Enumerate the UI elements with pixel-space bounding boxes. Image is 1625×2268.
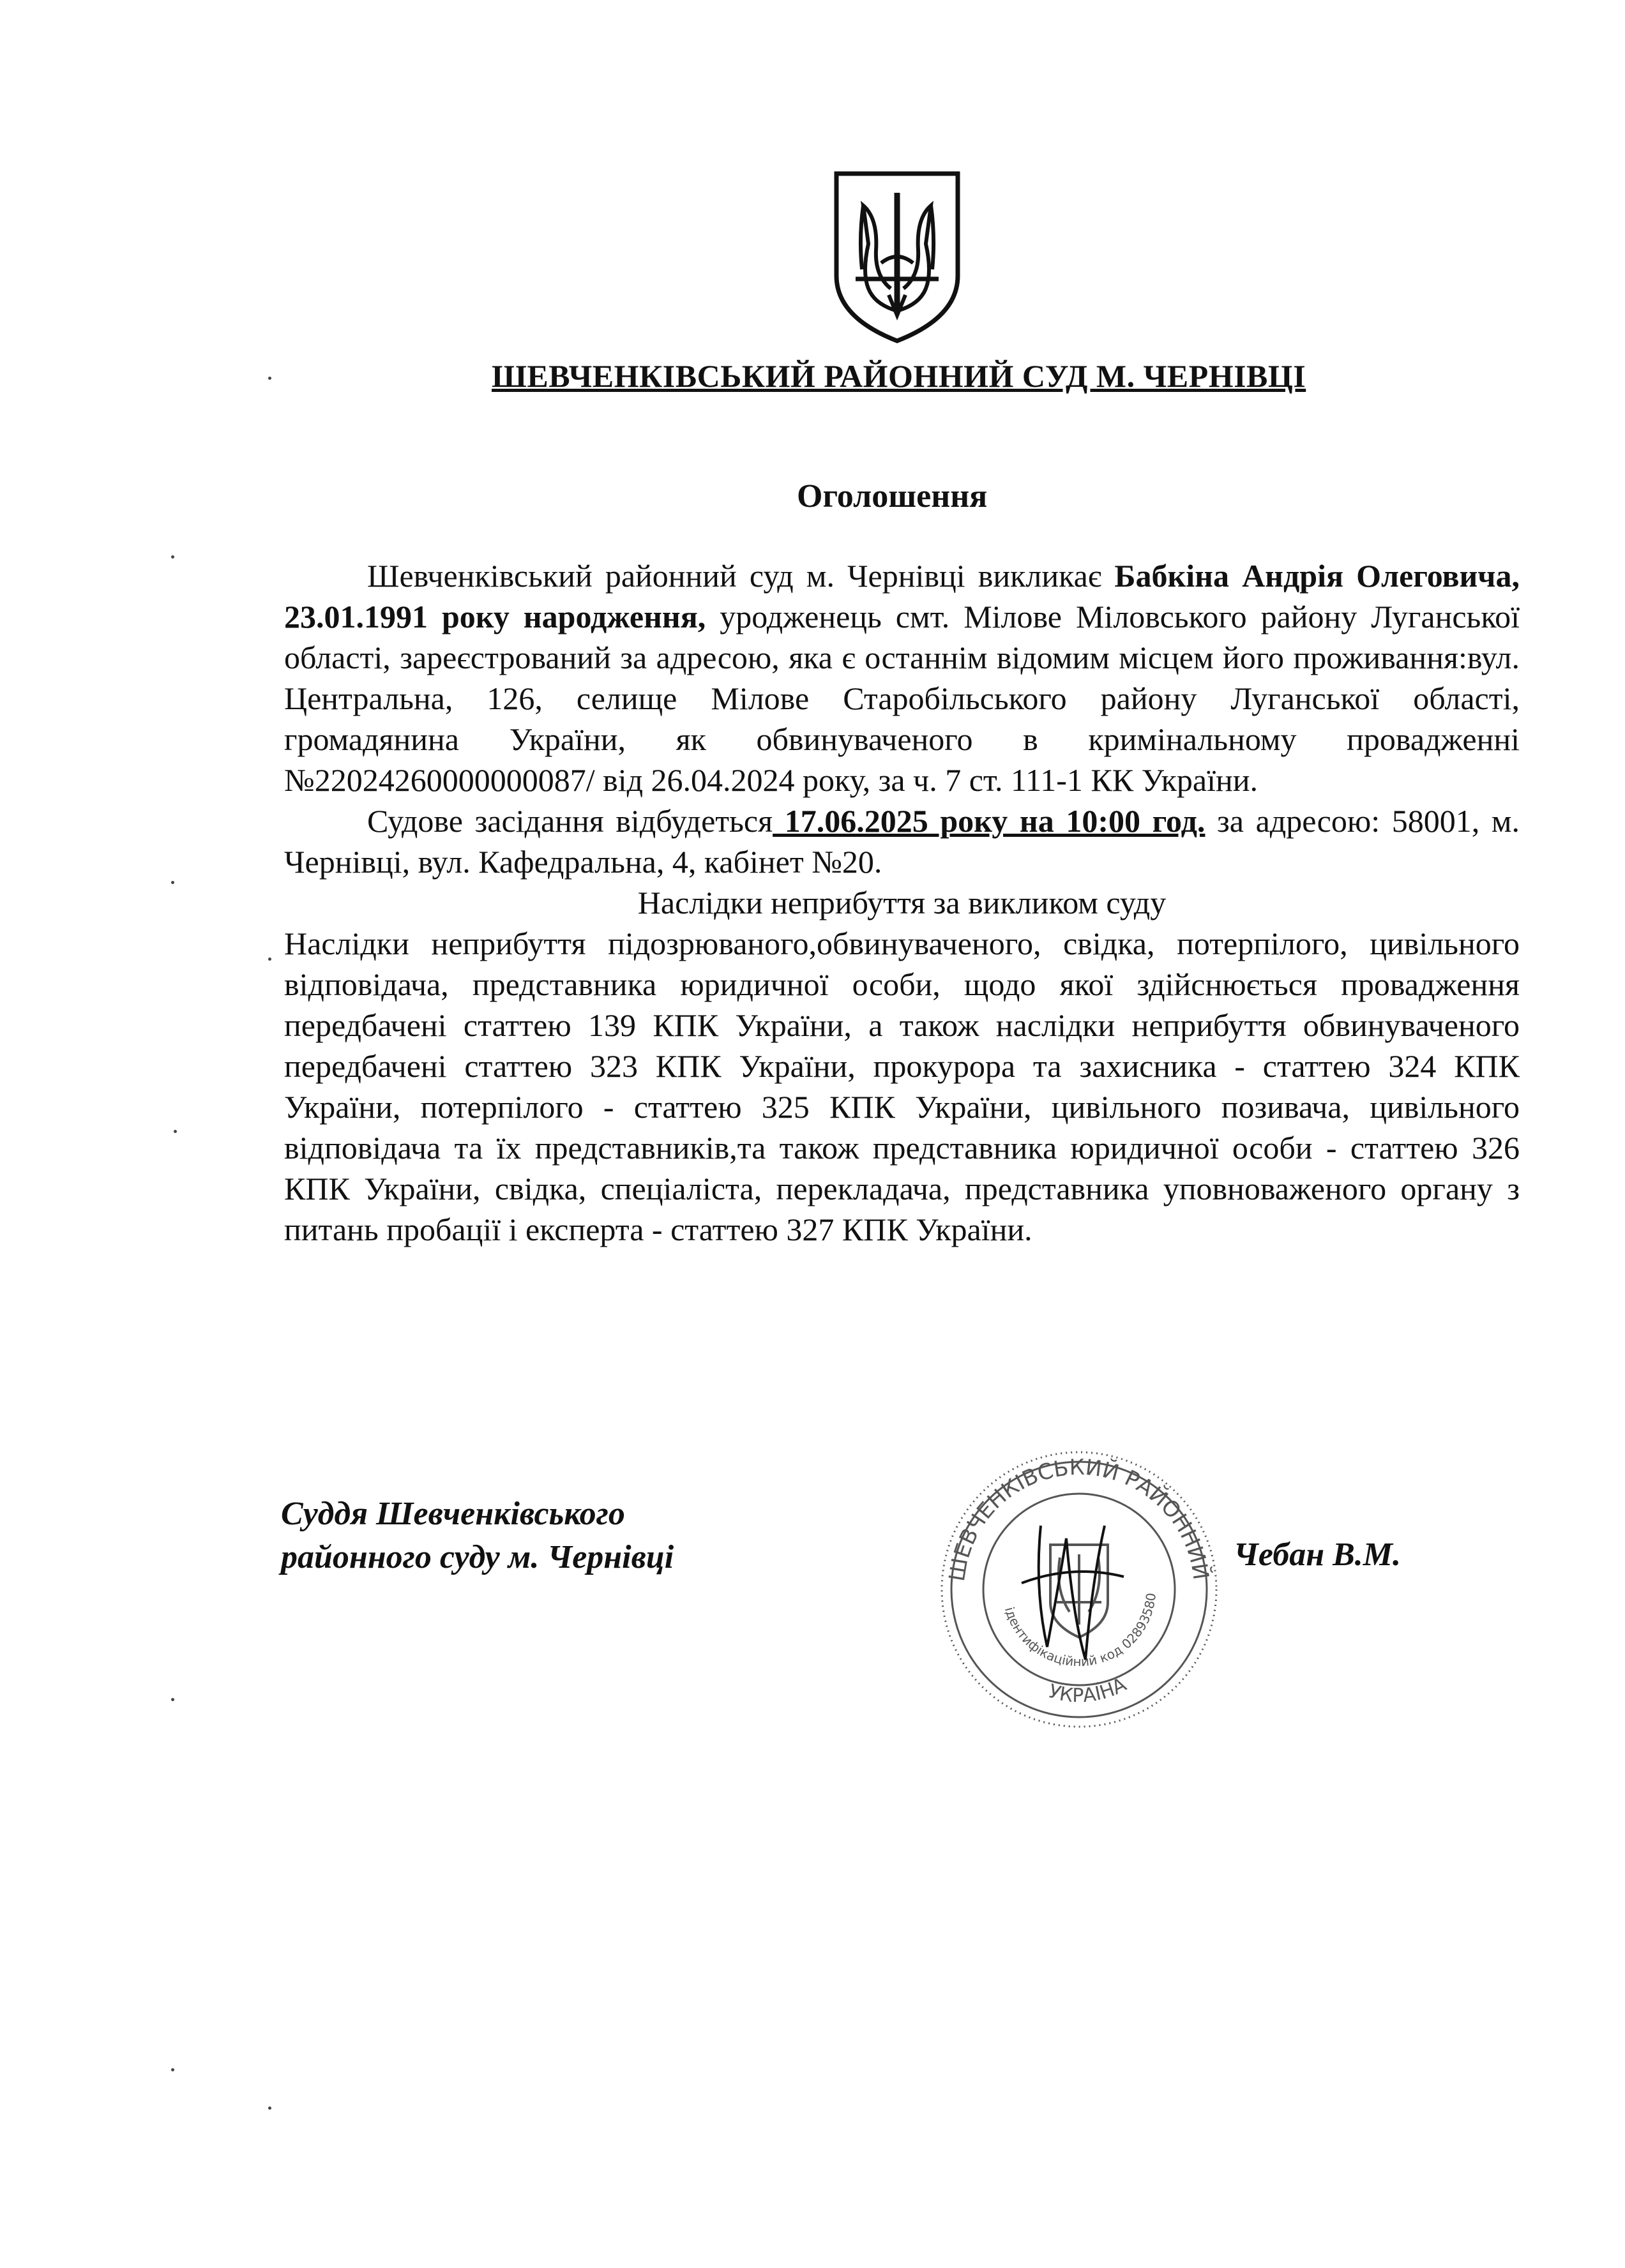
summons-details: уродженець смт. Мілове Міловського району Луганської області, зареєстрований за адресою, яка є останнім відомим місцем його проживання:вул. Центральна, 126, селище Мілове Старобільського району Луганської області, громадянина України, як обвинуваченого в кримінальному провадженні №22024260000000087/ від 26.04.2024 року, за ч. 7 ст. 111-1 КК України.	[284, 599, 1520, 798]
scan-speck	[171, 2068, 174, 2071]
scan-speck	[268, 958, 271, 961]
judge-name: Чебан В.М.	[1234, 1536, 1402, 1573]
hearing-intro: Судове засідання відбудеться	[367, 803, 773, 839]
hearing-datetime: 17.06.2025 року на 10:00 год.	[773, 803, 1206, 839]
scan-speck	[171, 1698, 174, 1701]
summons-intro: Шевченківський районний суд м. Чернівці викликає	[367, 558, 1115, 594]
document-heading: Оголошення	[797, 478, 988, 514]
scan-speck	[268, 377, 271, 380]
scan-speck	[268, 2107, 271, 2110]
consequences-text: Наслідки неприбуття підозрюваного,обвинуваченого, свідка, потерпілого, цивільного відповідача, представника юридичної особи, щодо якої здійснюється провадження передбачені статтею 139 КПК України, а також наслідки неприбуття обвинуваченого передбачені статтею 323 КПК України, прокурора та захисника - статтею 324 КПК України, потерпілого - статтею 325 КПК України, цивільного позивача, цивільного відповідача та їх представників,та також представника юридичної особи - статтею 326 КПК України, свідка, спеціаліста, перекладача, представника уповноваженого органу з питань пробації і експерта - статтею 327 КПК України.	[284, 926, 1520, 1247]
judge-title	[281, 1492, 674, 1579]
scan-speck	[174, 1130, 177, 1133]
seal-code-text: ідентифікаційний код 02893580	[1001, 1592, 1159, 1670]
hearing-address: за адресою: 58001, м. Чернівці, вул. Кафедральна, 4, кабінет №20.	[284, 803, 1520, 880]
summons-paragraph	[284, 555, 1520, 800]
seal-bottom-text: УКРАЇНА	[1046, 1673, 1130, 1708]
handwritten-signature	[996, 1487, 1188, 1679]
judge-title-line2: районного суду м. Чернівці	[281, 1539, 674, 1575]
hearing-paragraph	[284, 800, 1520, 882]
coat-of-arms-of-ukraine-icon	[830, 167, 964, 346]
scan-speck	[171, 881, 174, 884]
judge-title-line1: Суддя Шевченківського	[281, 1496, 625, 1532]
seal-outer-text: ШЕВЧЕНКІВСЬКИЙ РАЙОННИЙ	[944, 1454, 1214, 1584]
court-title: ШЕВЧЕНКІВСЬКИЙ РАЙОННИЙ СУД М. ЧЕРНІВЦІ	[492, 358, 1306, 394]
scan-speck	[171, 555, 174, 559]
document-body	[284, 555, 1520, 1250]
defendant-name: Бабкіна Андрія Олеговича, 23.01.1991 року народження,	[284, 558, 1520, 635]
consequences-heading: Наслідки неприбуття за викликом суду	[637, 885, 1167, 920]
